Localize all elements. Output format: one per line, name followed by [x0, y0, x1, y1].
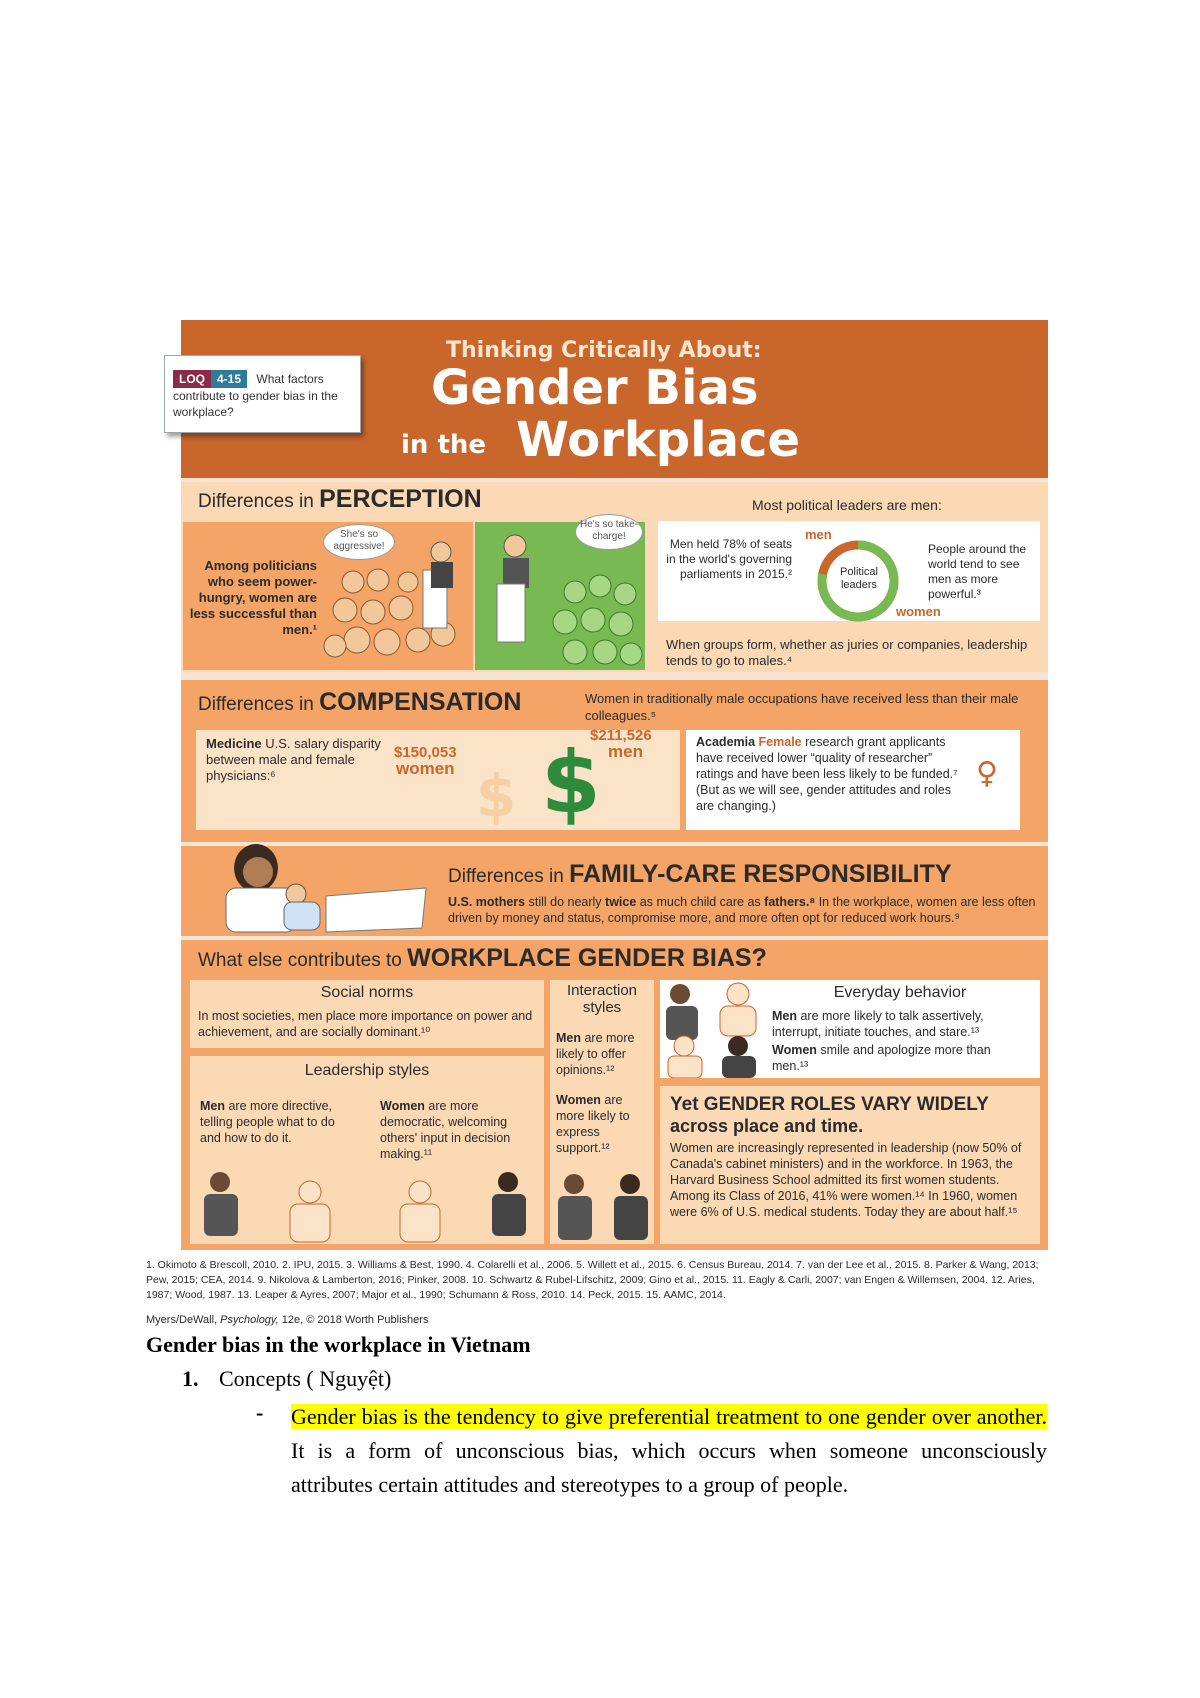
vary-text: Women are increasingly represented in leadership (now 50% of Canada's cabinet ministers) and in the workforce. In 1963, the Harvard Business School admitted its first women students. Among its Class of 2016, 41% were women.¹⁴ In 1960, women were 6% of U.S. medical students. Today they are about half.¹⁵: [670, 1141, 1022, 1219]
social-norms-title: Social norms: [320, 984, 414, 1001]
loq-tag: LOQ: [173, 370, 211, 388]
everyday-illustration: [660, 980, 770, 1078]
leadership-men-description: are more directive, telling people what to do and how to do it.: [200, 1099, 335, 1145]
dollar-small-icon: $: [476, 762, 517, 830]
interaction-women-text: [556, 1092, 650, 1156]
header-kicker: Thinking Critically About:: [446, 338, 762, 363]
bubble-men: He's so take-charge!: [575, 514, 643, 550]
compensation-subtitle: Women in traditionally male occupations have received less than their male colleagues.⁵: [585, 691, 1019, 723]
leadership-women-text: [380, 1098, 540, 1162]
social-norms-text: In most societies, men place more importance on power and achievement, and are socially dominant.¹⁰: [198, 1009, 533, 1039]
ring-center-label: Political leaders: [840, 566, 878, 591]
perception-women-panel: [183, 522, 473, 670]
interaction-men-description: are more likely to offer opinions.¹²: [556, 1031, 635, 1077]
document-heading: Gender bias in the workplace in Vietnam: [146, 1332, 531, 1357]
loq-number: 4-15: [211, 370, 247, 388]
family-text-c: In the workplace, women are less often driven by money and status, compromise more, and more often opt for reduced work hours.⁹: [448, 895, 1036, 925]
family-mothers: U.S. mothers: [448, 895, 526, 909]
highlighted-definition: Gender bias is the tendency to give preferential treatment to one gender over another.: [291, 1404, 1047, 1429]
credit-prefix: Myers/DeWall,: [146, 1314, 218, 1326]
everyday-women-description: smile and apologize more than men.¹³: [772, 1043, 991, 1073]
academia-female: Female: [758, 735, 802, 749]
family-heading: [448, 860, 952, 889]
academia-label: Academia: [696, 735, 756, 749]
interaction-title: Interaction styles: [566, 982, 638, 1016]
interaction-women-bold: Women: [556, 1093, 601, 1107]
family-heading-main: FAMILY-CARE RESPONSIBILITY: [569, 860, 952, 888]
contributes-heading-prefix: What else contributes to: [198, 950, 402, 971]
leadership-women-bold: Women: [380, 1099, 425, 1113]
medicine-text: [206, 736, 381, 784]
leadership-title: Leadership styles: [304, 1062, 430, 1079]
vary-panel: [660, 1086, 1040, 1244]
leadership-men-text: [200, 1098, 350, 1146]
perception-heading-prefix: Differences in: [198, 491, 314, 512]
seats-text: Men held 78% of seats in the world's governing parliaments in 2015.²: [666, 537, 792, 581]
credit-book: Psychology,: [220, 1314, 279, 1326]
leadership-women-description: are more democratic, welcoming others' input in decision making.¹¹: [380, 1099, 511, 1161]
definition-continued: It is a form of unconscious bias, which occurs when someone unconsciously attributes certain attitudes and stereotypes to a group of people.: [291, 1438, 1047, 1497]
everyday-women-bold: Women: [772, 1043, 817, 1057]
loq-question-first: What factors: [256, 372, 324, 386]
everyday-men-bold: Men: [772, 1009, 797, 1023]
mother-child-illustration: [186, 832, 436, 936]
family-fathers: fathers.⁸: [764, 895, 816, 909]
men-salary: $211,526: [590, 727, 652, 744]
perception-heading: [198, 485, 482, 514]
leadership-men-bold: Men: [200, 1099, 225, 1113]
female-symbol-icon: ♀: [976, 756, 998, 791]
bubble-women: She's so aggressive!: [323, 524, 395, 560]
perception-men-panel: [475, 519, 645, 670]
interaction-women-description: are more likely to express support.¹²: [556, 1093, 630, 1155]
interaction-illustration: [550, 1170, 654, 1244]
header-title-line1: Gender Bias: [431, 360, 759, 416]
academia-panel: [686, 730, 1020, 830]
family-text-b: as much child care as: [639, 895, 761, 909]
perception-heading-main: PERCEPTION: [319, 485, 482, 513]
academia-text: [696, 734, 966, 814]
perception-claim: Among politicians who seem power-hungry, women are less successful than men.¹: [189, 558, 317, 637]
credit: [146, 1313, 428, 1328]
loq-question-rest: contribute to gender bias in the workplace?: [173, 389, 338, 419]
concept-paragraph: [291, 1400, 1047, 1502]
men-salary-label: men: [608, 742, 643, 761]
medicine-label: Medicine: [206, 736, 262, 751]
leadership-panel: [190, 1056, 544, 1244]
compensation-heading-main: COMPENSATION: [319, 688, 522, 716]
ring-women-label: women: [896, 604, 941, 619]
interaction-men-bold: Men: [556, 1031, 581, 1045]
list-item: Concepts ( Nguyệt): [219, 1366, 392, 1391]
social-norms-panel: [190, 980, 544, 1048]
everyday-men-description: are more likely to talk assertively, interrupt, initiate touches, and stare.¹³: [772, 1009, 984, 1039]
political-title: Most political leaders are men:: [752, 497, 942, 513]
compensation-heading-prefix: Differences in: [198, 694, 314, 715]
credit-suffix: 12e, © 2018 Worth Publishers: [281, 1314, 429, 1326]
women-salary: $150,053: [394, 744, 457, 761]
vary-subtitle: across place and time.: [670, 1116, 864, 1136]
medicine-description: U.S. salary disparity between male and female physicians:⁶: [206, 736, 381, 783]
everyday-men-text: [772, 1008, 1036, 1040]
contributes-heading: [198, 944, 767, 973]
header-title-line2: Workplace: [516, 412, 801, 468]
academia-description: research grant applicants have received lower “quality of researcher” ratings and have been less likely to be funded.⁷ (But as we will see, gender attitudes and roles are changing.): [696, 735, 958, 813]
family-text: [448, 894, 1043, 926]
bullet-dash: -: [256, 1400, 264, 1425]
leadership-illustration: [190, 1166, 544, 1244]
ring-men-label: men: [805, 527, 832, 542]
family-text-a: still do nearly: [528, 895, 602, 909]
family-twice: twice: [605, 895, 637, 909]
everyday-title: Everyday behavior: [833, 984, 967, 1001]
interaction-men-text: [556, 1030, 650, 1078]
everyday-women-text: [772, 1042, 1002, 1074]
references: 1. Okimoto & Brescoll, 2010. 2. IPU, 2015. 3. Williams & Best, 1990. 4. Colarelli et al., 2006. 5. Willett et al., 2015. 6. Census Bureau, 2014. 7. van der Lee et al., 2015. 8. Parker & Wang, 2013; Pew, 2015; CEA, 2014. 9. Nikolova & Lamberton, 2016; Pinker, 2008. 10. Schwartz & Rubel-Lifschitz, 2009; Gino et al., 2015. 11. Eagly & Carli, 2007; van Engen & Willemsen, 2004. 12. Aries, 1987; Wood, 1987. 13. Leaper & Ayres, 2007; Major et al., 1990; Schumann & Ross, 2010. 14. Peck, 2015. 15. AAMC, 2014.: [146, 1259, 1039, 1301]
powerful-text: People around the world tend to see men as more powerful.³: [928, 542, 1027, 601]
groups-text: When groups form, whether as juries or companies, leadership tends to go to males.⁴: [666, 637, 1028, 668]
women-salary-label: women: [396, 759, 455, 778]
list-number: 1.: [182, 1366, 199, 1391]
compensation-heading: [198, 688, 521, 717]
loq-box: [164, 355, 361, 433]
contributes-heading-main: WORKPLACE GENDER BIAS?: [407, 944, 767, 972]
dollar-large-icon: $: [541, 733, 601, 833]
medicine-panel: [196, 727, 680, 833]
everyday-panel: [660, 980, 1040, 1078]
vary-title: Yet GENDER ROLES VARY WIDELY: [670, 1094, 989, 1115]
family-heading-prefix: Differences in: [448, 866, 564, 887]
header-in-the: in the: [401, 430, 487, 460]
interaction-panel: [550, 980, 654, 1244]
